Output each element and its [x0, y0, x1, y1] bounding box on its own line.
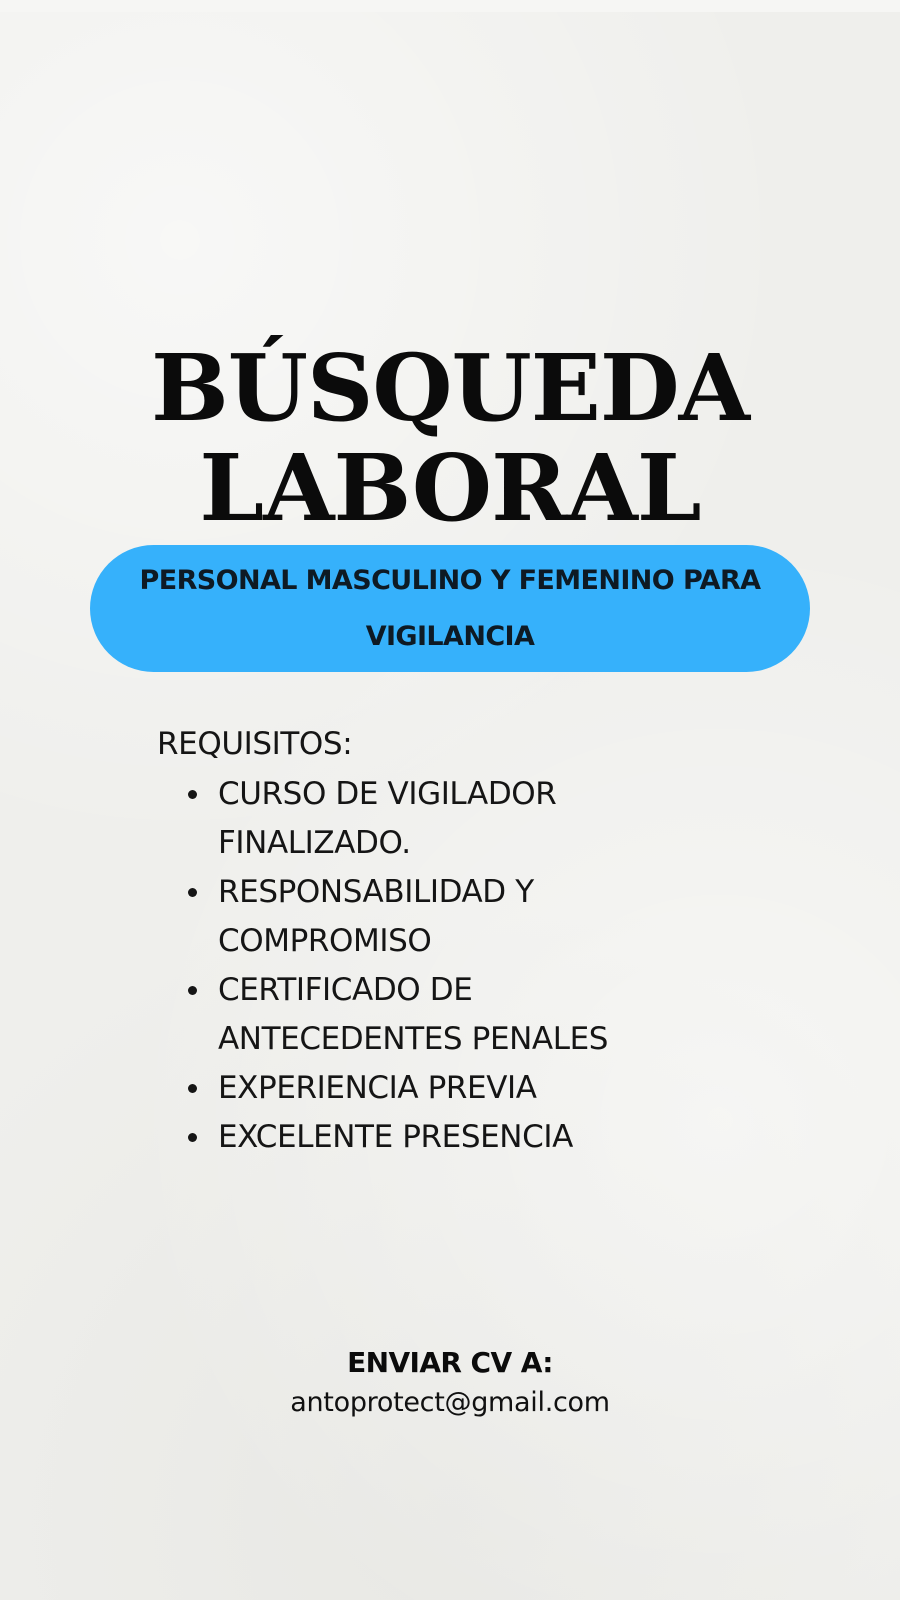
requirement-item	[157, 1064, 717, 1113]
requirement-text: EXCELENTE PRESENCIA	[218, 1119, 573, 1155]
title-line-1: BÚSQUEDA	[150, 333, 750, 442]
requirement-text: CURSO DE VIGILADOR FINALIZADO.	[218, 776, 557, 861]
position-banner	[90, 545, 810, 672]
requirements-heading: REQUISITOS:	[157, 726, 353, 762]
bullet-icon	[188, 1133, 197, 1142]
bullet-icon	[188, 986, 197, 995]
bullet-icon	[188, 888, 197, 897]
page-title	[0, 333, 900, 542]
send-cv-label: ENVIAR CV A:	[347, 1346, 553, 1379]
title-line-2: LABORAL	[199, 433, 701, 542]
requirements-list	[157, 770, 717, 1162]
bullet-icon	[188, 790, 197, 799]
bullet-icon	[188, 1084, 197, 1093]
requirement-text: EXPERIENCIA PREVIA	[218, 1070, 537, 1106]
requirement-text: RESPONSABILIDAD Y COMPROMISO	[218, 874, 534, 959]
position-banner-text: PERSONAL MASCULINO Y FEMENINO PARA VIGILANCIA	[139, 564, 761, 652]
requirement-text: CERTIFICADO DE ANTECEDENTES PENALES	[218, 972, 609, 1057]
contact-email[interactable]: antoprotect@gmail.com	[290, 1387, 610, 1418]
requirement-item	[157, 1113, 717, 1162]
requirement-item	[157, 868, 717, 966]
requirement-item	[157, 770, 717, 868]
requirement-item	[157, 966, 717, 1064]
paper-edge	[0, 0, 900, 12]
